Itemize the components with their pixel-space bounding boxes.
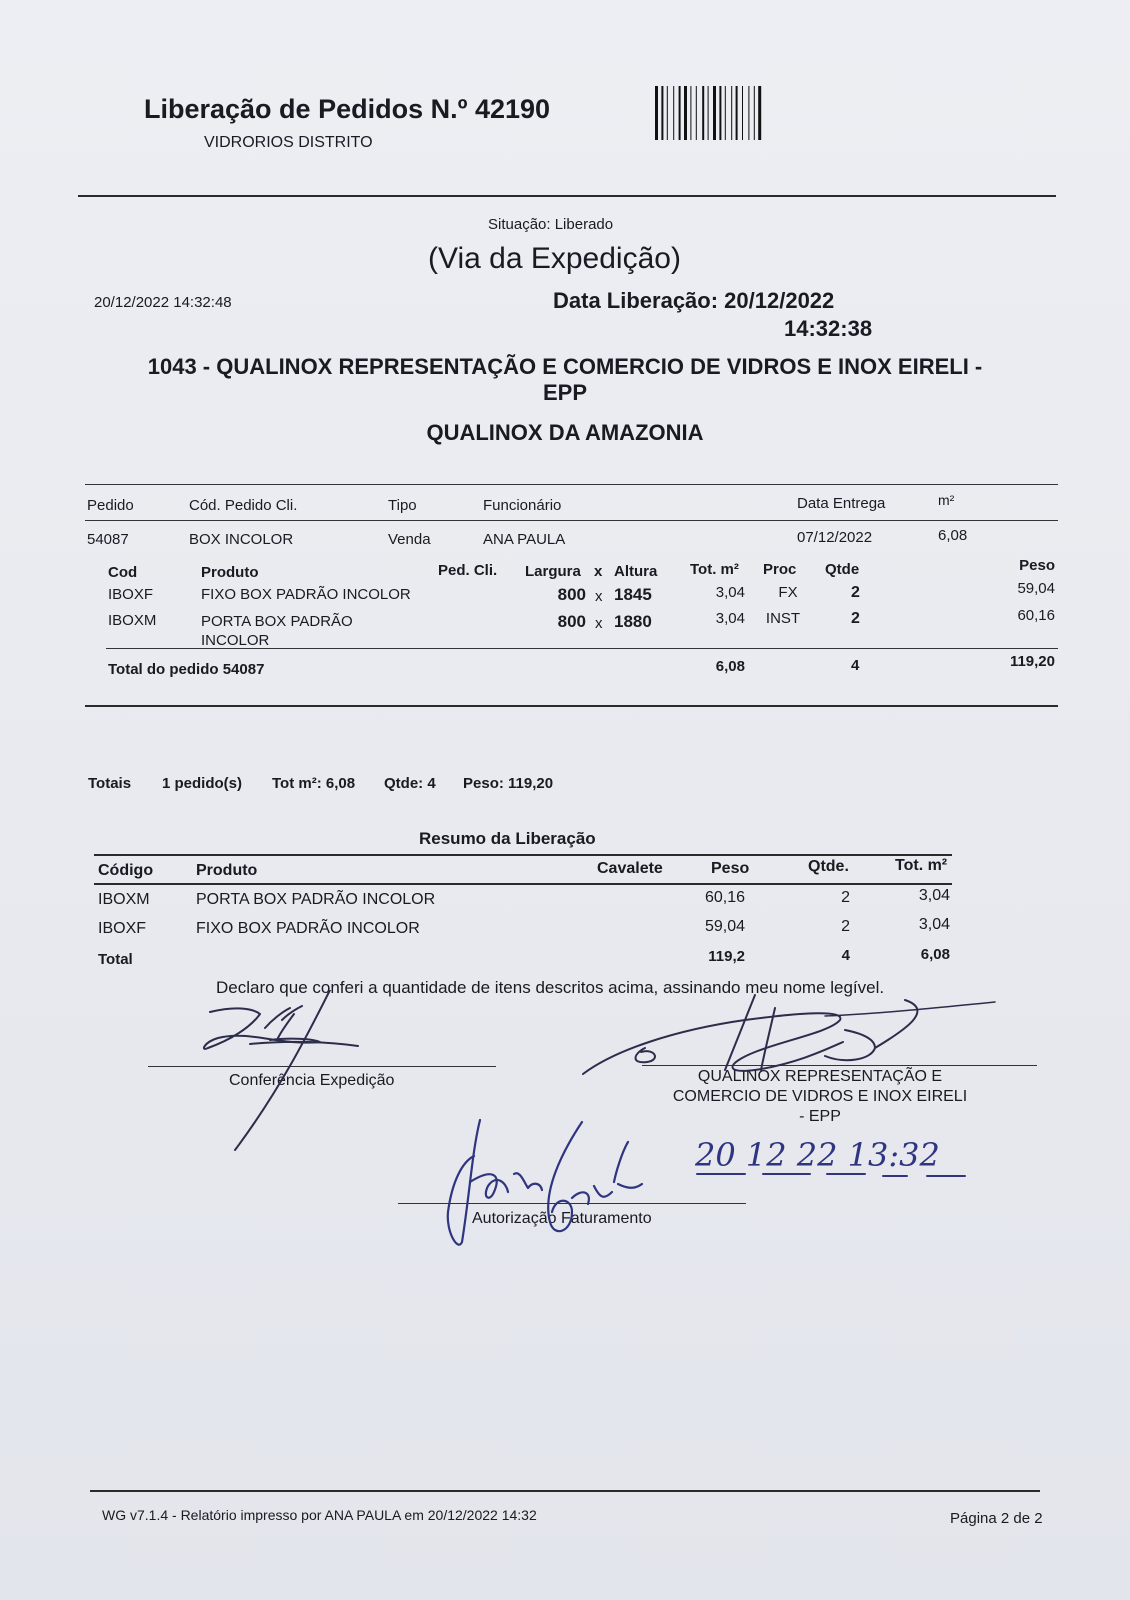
handwritten-date-text: 20 12 22 13:32 — [695, 1136, 940, 1174]
conferencia-label: Conferência Expedição — [229, 1072, 395, 1089]
item-proc: INST — [765, 610, 801, 627]
item-col-cod: Cod — [108, 564, 138, 581]
col-funcionario-header: Funcionário — [483, 497, 562, 514]
item-largura: 800 — [557, 612, 586, 631]
client-sign-line3: - EPP — [799, 1108, 841, 1125]
order-total-m2: 6,08 — [715, 658, 745, 675]
document-title: Liberação de Pedidos N.º 42190 — [144, 94, 551, 124]
col-m2-header: m² — [938, 492, 955, 508]
client-signature — [575, 990, 1055, 1090]
company-name: VIDRORIOS DISTRITO — [204, 134, 373, 151]
order-type: Venda — [388, 531, 431, 548]
summary-col-totm2: Tot. m² — [895, 857, 948, 874]
summary-qtde: 2 — [841, 889, 850, 906]
summary-col-peso: Peso — [711, 860, 750, 877]
via-label: (Via da Expedição) — [428, 242, 681, 275]
item-peso: 59,04 — [1017, 580, 1055, 597]
item-col-totm2: Tot. m² — [690, 561, 739, 578]
order-total-label: Total do pedido 54087 — [108, 661, 265, 678]
autorizacao-signature — [432, 1112, 662, 1257]
item-altura: 1845 — [614, 585, 652, 604]
order-employee: ANA PAULA — [483, 531, 566, 548]
summary-codigo: IBOXF — [98, 920, 147, 937]
item-totm2: 3,04 — [715, 610, 745, 627]
order-top-rule — [85, 484, 1058, 485]
summary-produto: PORTA BOX PADRÃO INCOLOR — [196, 891, 436, 908]
item-produto: PORTA BOX PADRÃO — [201, 613, 353, 630]
summary-codigo: IBOXM — [98, 891, 150, 908]
summary-peso: 60,16 — [704, 889, 745, 906]
item-col-qtde: Qtde — [825, 561, 860, 578]
totals-qtde: Qtde: 4 — [384, 775, 436, 792]
totals-m2: Tot m²: 6,08 — [272, 775, 356, 792]
totals-label: Totais — [88, 775, 132, 792]
release-time: 14:32:38 — [784, 316, 873, 341]
summary-total-label: Total — [98, 951, 133, 968]
item-cod: IBOXF — [108, 586, 154, 603]
item-altura: 1880 — [614, 612, 652, 631]
footer-page-number: Página 2 de 2 — [950, 1510, 1043, 1527]
conferencia-signature — [190, 990, 370, 1160]
col-entrega-header: Data Entrega — [797, 495, 886, 512]
item-cod: IBOXM — [108, 612, 157, 629]
summary-col-codigo: Código — [98, 862, 154, 879]
col-pedido-header: Pedido — [87, 497, 134, 514]
footer-printed-by: WG v7.1.4 - Relatório impresso por ANA PAULA em 20/12/2022 14:32 — [102, 1507, 537, 1523]
summary-totm2: 3,04 — [918, 887, 950, 904]
declaration-text: Declaro que conferi a quantidade de itens descritos acima, assinando meu nome legível. — [216, 978, 885, 997]
col-tipo-header: Tipo — [388, 497, 417, 514]
item-produto-cont: INCOLOR — [201, 632, 270, 649]
item-col-pedcli: Ped. Cli. — [438, 562, 498, 579]
totals-peso: Peso: 119,20 — [463, 775, 554, 792]
order-m2: 6,08 — [938, 527, 968, 544]
item-qtde: 2 — [851, 584, 860, 601]
item-peso: 60,16 — [1017, 607, 1055, 624]
order-bottom-rule — [85, 705, 1058, 707]
item-totm2: 3,04 — [715, 584, 745, 601]
item-x: x — [595, 588, 603, 605]
totals-pedidos: 1 pedido(s) — [162, 775, 243, 792]
print-datetime: 20/12/2022 14:32:48 — [94, 294, 232, 311]
col-cod-header: Cód. Pedido Cli. — [189, 497, 298, 514]
order-number: 54087 — [87, 531, 129, 548]
order-total-qtde: 4 — [851, 657, 860, 674]
order-header-rule — [85, 520, 1058, 521]
summary-qtde: 2 — [841, 918, 850, 935]
item-col-x: x — [594, 563, 603, 580]
item-qtde: 2 — [851, 610, 860, 627]
item-proc: FX — [778, 584, 798, 601]
order-total-peso: 119,20 — [1009, 653, 1055, 670]
summary-total-qtde: 4 — [841, 947, 850, 964]
client-name-line1: 1043 - QUALINOX REPRESENTAÇÃO E COMERCIO DE VIDROS E INOX EIRELI - — [147, 354, 983, 379]
barcode — [655, 86, 831, 140]
item-col-peso: Peso — [1019, 557, 1055, 574]
item-col-largura: Largura — [525, 563, 581, 580]
summary-total-totm2: 6,08 — [920, 946, 950, 963]
order-delivery-date: 07/12/2022 — [797, 529, 873, 546]
client-sign-line2: COMERCIO DE VIDROS E INOX EIRELI — [672, 1088, 968, 1105]
order-total-rule — [106, 648, 1058, 649]
item-x: x — [595, 615, 603, 632]
summary-peso: 59,04 — [704, 918, 745, 935]
client-name-line2: EPP — [542, 380, 588, 405]
summary-totm2: 3,04 — [918, 916, 950, 933]
item-col-altura: Altura — [614, 563, 658, 580]
summary-col-produto: Produto — [196, 862, 258, 879]
order-client-code: BOX INCOLOR — [189, 531, 294, 548]
item-produto: FIXO BOX PADRÃO INCOLOR — [201, 586, 411, 603]
item-col-proc: Proc — [763, 561, 797, 578]
summary-header-rule — [94, 883, 952, 885]
item-largura: 800 — [557, 585, 586, 604]
summary-produto: FIXO BOX PADRÃO INCOLOR — [196, 920, 420, 937]
client-fantasy-name: QUALINOX DA AMAZONIA — [426, 420, 704, 445]
summary-col-cavalete: Cavalete — [597, 860, 663, 877]
summary-top-rule — [94, 854, 952, 856]
summary-total-peso: 119,2 — [708, 948, 745, 965]
handwritten-date — [695, 1130, 985, 1185]
client-sign-line1: QUALINOX REPRESENTAÇÃO E — [697, 1068, 943, 1085]
status-text: Situação: Liberado — [488, 216, 614, 233]
item-col-produto: Produto — [201, 564, 259, 581]
release-date: Data Liberação: 20/12/2022 — [553, 288, 835, 313]
summary-col-qtde: Qtde. — [808, 858, 849, 875]
summary-title: Resumo da Liberação — [419, 829, 596, 848]
header-divider — [78, 195, 1056, 197]
autorizacao-label: Autorização Faturamento — [472, 1210, 652, 1227]
footer-rule — [90, 1490, 1040, 1492]
